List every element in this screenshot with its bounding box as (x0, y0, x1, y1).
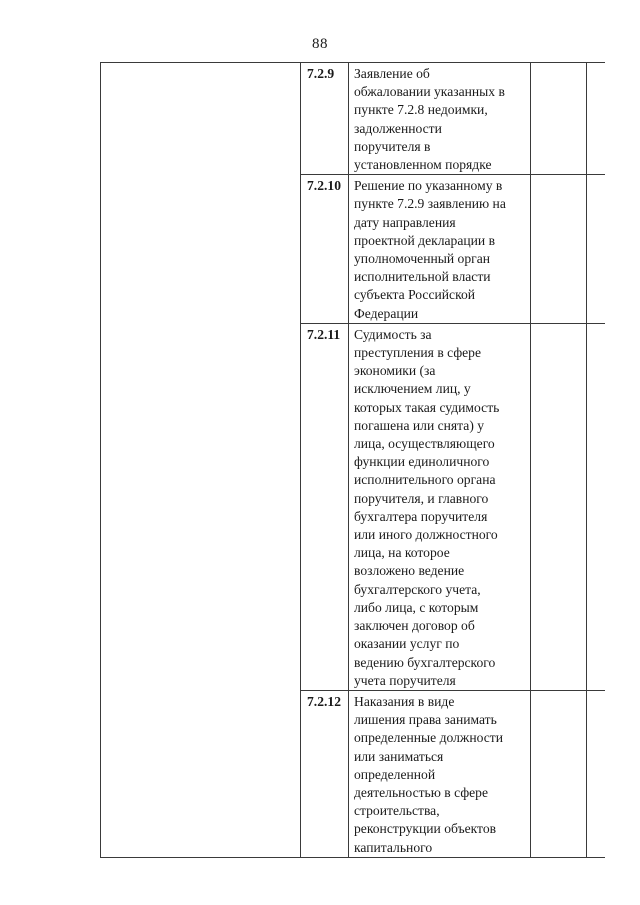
page-number: 88 (312, 36, 328, 52)
item-text-cell (349, 690, 531, 857)
item-text-cell (349, 175, 531, 324)
document-table (100, 62, 605, 858)
empty-cell (587, 690, 606, 857)
item-text: Судимость за преступления в сфере экономики (за исключением лиц, у которых такая судимость погашена или снята) у лица, осуществляющего функции единоличного исполнительного органа поручителя, и главного бухгалтера поручителя или иного должностного лица, на которое возложено ведение бухгалтерского учета, либо лица, с которым заключен договор об оказании услуг по ведению бухгалтерского учета поручителя (354, 326, 500, 688)
item-text: Наказания в виде лишения права занимать определенные должности или заниматься определенной деятельностью в сфере строительства, реконструкции объектов капитального (354, 693, 503, 855)
item-number: 7.2.9 (301, 63, 349, 175)
empty-cell (531, 690, 587, 857)
table-row (101, 63, 606, 175)
empty-cell (531, 175, 587, 324)
empty-cell (531, 323, 587, 690)
empty-cell (587, 175, 606, 324)
empty-cell (531, 63, 587, 175)
item-number: 7.2.11 (301, 323, 349, 690)
item-text: Заявление об обжаловании указанных в пункте 7.2.8 недоимки, задолженности поручителя в установленном порядке (354, 66, 505, 173)
empty-cell (587, 323, 606, 690)
empty-left-cell (101, 63, 301, 858)
item-number: 7.2.10 (301, 175, 349, 324)
item-number: 7.2.12 (301, 690, 349, 857)
item-text-cell (349, 323, 531, 690)
item-text: Решение по указанному в пункте 7.2.9 заявлению на дату направления проектной декларации в уполномоченный орган исполнительной власти субъекта Российской Федерации (354, 178, 506, 321)
item-text-cell (349, 63, 531, 175)
empty-cell (587, 63, 606, 175)
